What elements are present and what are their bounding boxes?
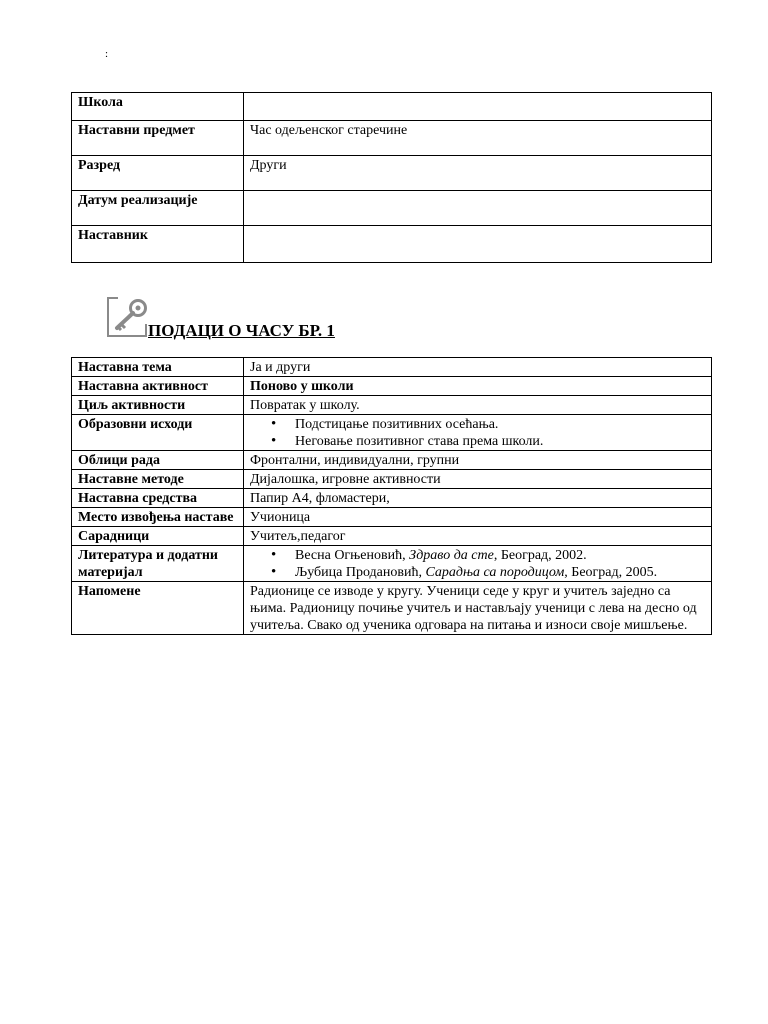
table-row	[72, 527, 712, 546]
list-item: • Неговање позитивног става према школи.	[295, 433, 705, 450]
table-row	[72, 93, 712, 121]
topic-label: Наставна тема	[72, 358, 244, 377]
list-item	[295, 564, 705, 581]
list-item: • Подстицање позитивних осећања.	[295, 416, 705, 433]
table-row	[72, 358, 712, 377]
date-value	[244, 191, 712, 226]
materials-value: Папир А4, фломастери,	[244, 489, 712, 508]
table-row	[72, 156, 712, 191]
school-value	[244, 93, 712, 121]
table-row	[72, 396, 712, 415]
literature-list	[250, 547, 705, 581]
teacher-label: Наставник	[72, 226, 244, 263]
goal-value: Повратак у школу.	[244, 396, 712, 415]
outcomes-list	[250, 416, 705, 450]
date-label: Датум реализације	[72, 191, 244, 226]
list-item	[295, 547, 705, 564]
key-icon	[105, 296, 151, 338]
table-row	[72, 470, 712, 489]
methods-label: Наставне методе	[72, 470, 244, 489]
literature-value	[244, 546, 712, 582]
table-row	[72, 377, 712, 396]
place-label: Место извођења наставе	[72, 508, 244, 527]
table-row	[72, 489, 712, 508]
literature-publication: , Београд, 2005.	[564, 565, 658, 580]
header-mark: :	[105, 48, 109, 60]
school-info-table	[71, 92, 712, 263]
table-row	[72, 546, 712, 582]
table-row	[72, 451, 712, 470]
table-row	[72, 191, 712, 226]
table-row	[72, 582, 712, 635]
subject-label: Наставни предмет	[72, 121, 244, 156]
school-label: Школа	[72, 93, 244, 121]
literature-author: Весна Огњеновић,	[295, 548, 410, 563]
outcomes-value	[244, 415, 712, 451]
table-row	[72, 508, 712, 527]
goal-label: Циљ активности	[72, 396, 244, 415]
associates-value: Учитељ,педагог	[244, 527, 712, 546]
outcomes-label: Образовни исходи	[72, 415, 244, 451]
subject-value: Час одељенског старечине	[244, 121, 712, 156]
section-title: ПОДАЦИ О ЧАСУ БР. 1	[148, 321, 335, 340]
table-row	[72, 121, 712, 156]
notes-label: Напомене	[72, 582, 244, 635]
table-row	[72, 226, 712, 263]
notes-value: Радионице се изводе у кругу. Ученици седе у круг и учитељ заједно са њима. Радионицу почиње учитељ и настављају ученици с лева на десно од учитеља. Свако од ученика одговара на питања и износи своје мишљење.	[244, 582, 712, 635]
materials-label: Наставна средства	[72, 489, 244, 508]
forms-value: Фронтални, индивидуални, групни	[244, 451, 712, 470]
teacher-value	[244, 226, 712, 263]
literature-publication: , Београд, 2002.	[493, 548, 587, 563]
literature-label: Литература и додатни материјал	[72, 546, 244, 582]
literature-author: Љубица Продановић,	[295, 565, 426, 580]
literature-title: Сарадња са породицом	[425, 565, 565, 580]
associates-label: Сарадници	[72, 527, 244, 546]
activity-value: Поново у школи	[244, 377, 712, 396]
grade-value: Други	[244, 156, 712, 191]
literature-title: Здраво да сте	[409, 548, 494, 563]
topic-value: Ја и други	[244, 358, 712, 377]
grade-label: Разред	[72, 156, 244, 191]
table-row	[72, 415, 712, 451]
methods-value: Дијалошка, игровне активности	[244, 470, 712, 489]
place-value: Учионица	[244, 508, 712, 527]
forms-label: Облици рада	[72, 451, 244, 470]
lesson-table	[71, 357, 712, 635]
activity-label: Наставна активност	[72, 377, 244, 396]
